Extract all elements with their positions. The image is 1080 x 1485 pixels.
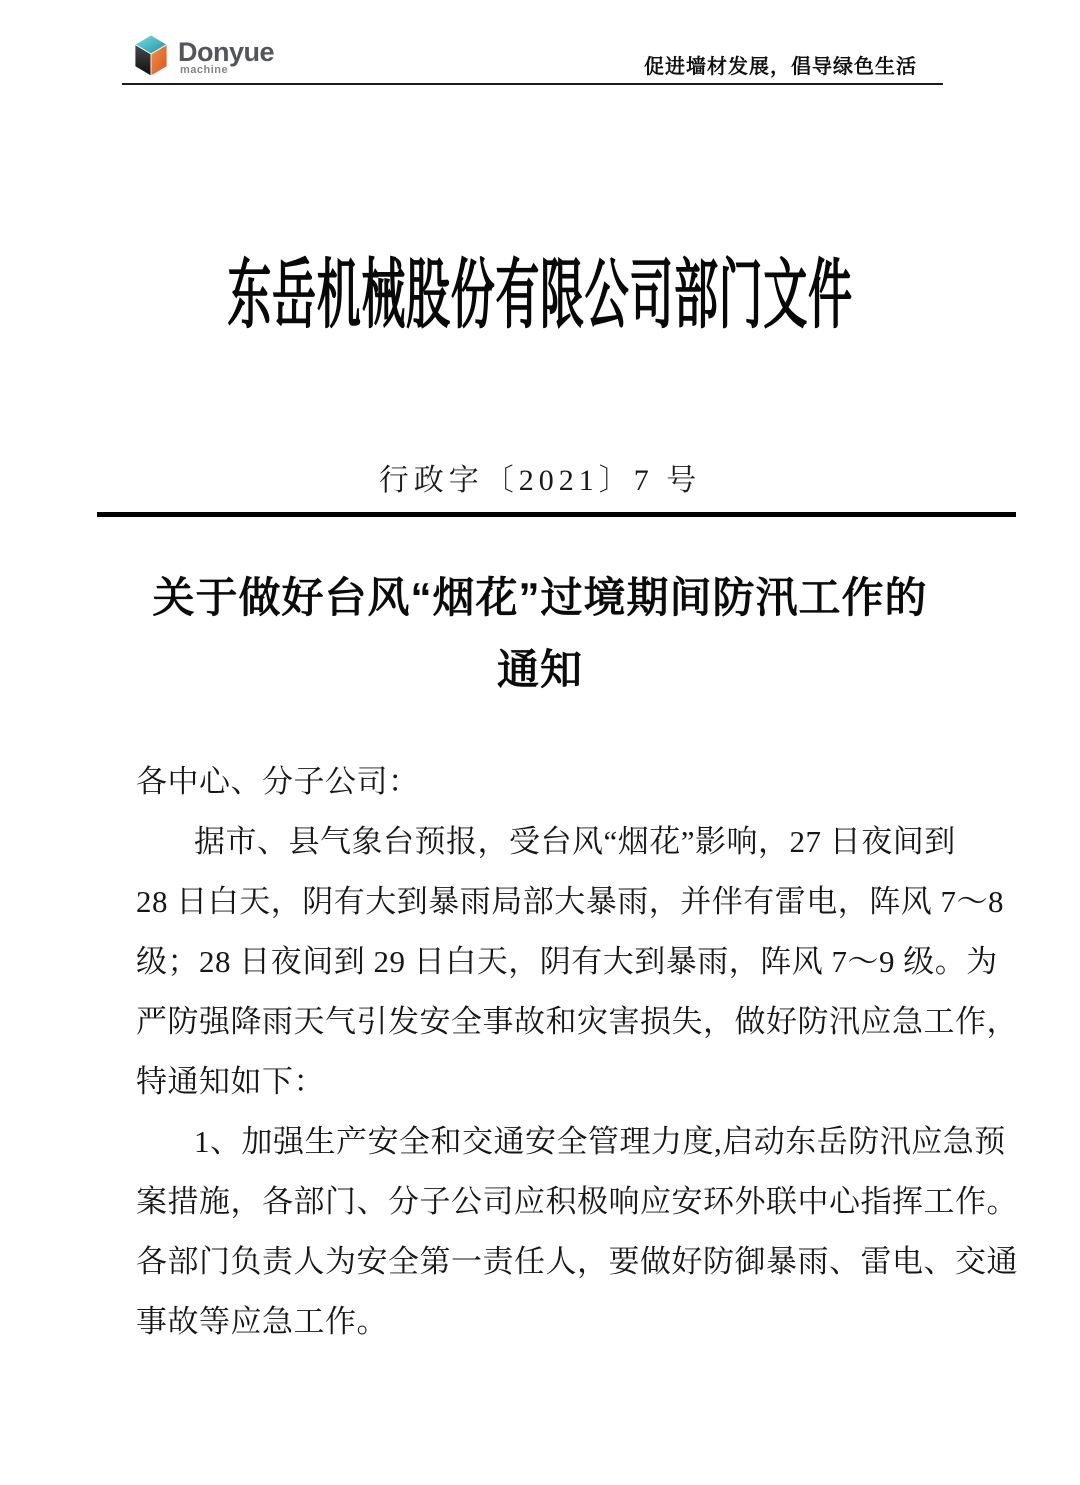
brand-subtitle: machine: [180, 64, 229, 76]
notice-title-line-2: 通知: [496, 646, 583, 693]
body-line: 各部门负责人为安全第一责任人，要做好防御暴雨、雷电、交通: [136, 1244, 1018, 1279]
org-title-wrap: [0, 256, 1080, 336]
body-line: 各中心、分子公司：: [136, 764, 420, 799]
body-line: 级；28 日夜间到 29 日白天，阴有大到暴雨，阵风 7～9 级。为: [136, 944, 998, 979]
brand-name: Donyue: [178, 37, 275, 67]
body-line: 据市、县气象台预报，受台风“烟花”影响，27 日夜间到: [194, 824, 956, 859]
cube-logo-icon: [135, 35, 167, 76]
notice-title: [0, 562, 1080, 706]
company-logo: [135, 33, 535, 81]
document-number: 行政字〔2021〕7 号: [378, 464, 702, 497]
body-line: 严防强降雨天气引发安全事故和灾害损失，做好防汛应急工作，: [136, 1004, 1018, 1039]
notice-title-line-1: 关于做好台风“烟花”过境期间防汛工作的: [152, 574, 928, 621]
body-line: 特通知如下：: [136, 1064, 325, 1099]
body-line: 案措施，各部门、分子公司应积极响应安环外联中心指挥工作。: [136, 1184, 1018, 1219]
title-divider: [97, 512, 1016, 517]
body-line: 28 日白天，阴有大到暴雨局部大暴雨，并伴有雷电，阵风 7～8: [136, 884, 1004, 919]
body-line: 事故等应急工作。: [136, 1304, 388, 1339]
org-document-title: 东岳机械股份有限公司部门文件: [227, 254, 853, 338]
notice-body: [136, 752, 1018, 1352]
header-slogan: 促进墙材发展，倡导绿色生活: [644, 56, 917, 78]
body-line: 1、加强生产安全和交通安全管理力度,启动东岳防汛应急预: [194, 1124, 1006, 1159]
header-divider: [122, 83, 943, 85]
